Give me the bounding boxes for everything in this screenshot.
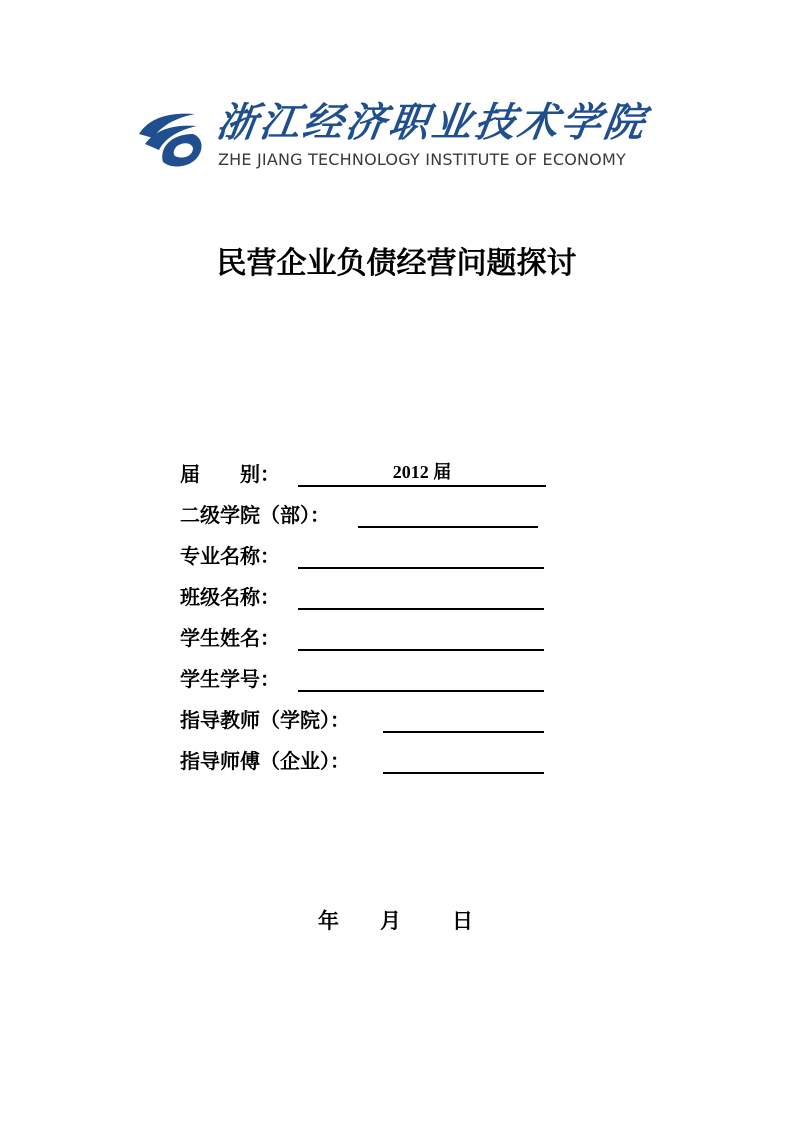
cover-info-form — [180, 452, 560, 780]
field-line — [298, 459, 546, 487]
wave-emblem-icon — [135, 104, 207, 168]
field-label: 二级学院（部）： — [180, 503, 330, 527]
field-label: 指导教师（学院）： — [180, 708, 350, 732]
field-mentor — [180, 739, 560, 780]
field-session — [180, 452, 560, 493]
field-line — [298, 664, 544, 692]
date-day: 日 — [452, 909, 473, 933]
field-line — [383, 746, 544, 774]
school-header — [135, 100, 660, 172]
field-line — [298, 582, 544, 610]
field-label: 班级名称： — [180, 585, 280, 609]
field-label: 届 别： — [180, 462, 280, 486]
field-student-name — [180, 616, 560, 657]
field-advisor — [180, 698, 560, 739]
field-label: 学生学号： — [180, 667, 280, 691]
field-student-id — [180, 657, 560, 698]
field-label: 学生姓名： — [180, 626, 280, 650]
date-year: 年 — [318, 909, 339, 933]
field-line — [298, 541, 544, 569]
school-name-en: ZHE JIANG TECHNOLOGY INSTITUTE OF ECONOMY — [218, 150, 626, 169]
field-class — [180, 575, 560, 616]
field-value: 2012 届 — [392, 462, 452, 482]
date-month: 月 — [380, 909, 401, 933]
field-major — [180, 534, 560, 575]
field-line — [358, 500, 538, 528]
field-line — [298, 623, 544, 651]
field-line — [383, 705, 544, 733]
document-title: 民营企业负债经营问题探讨 — [216, 246, 577, 281]
field-college — [180, 493, 560, 534]
field-label: 专业名称： — [180, 544, 280, 568]
field-label: 指导师傅（企业）： — [180, 749, 350, 773]
school-name-cn: 浙江经济职业技术学院 — [213, 99, 651, 146]
